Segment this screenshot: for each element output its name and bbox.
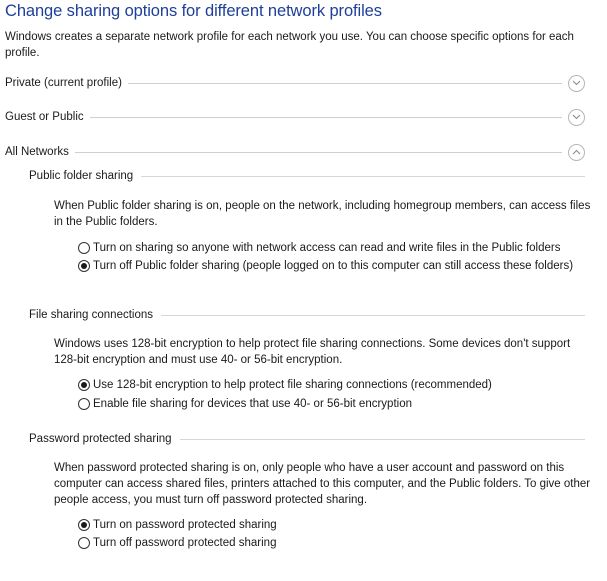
divider — [90, 117, 562, 118]
section-title: Password protected sharing — [29, 433, 172, 445]
radio-label: Turn on sharing so anyone with network access can read and write files in the Public folders — [93, 242, 561, 254]
profile-private[interactable] — [5, 73, 585, 93]
divider — [180, 439, 585, 440]
chevron-up-icon — [572, 149, 581, 155]
page-description: Windows creates a separate network profile for each network you use. You can choose specific options for each profile. — [5, 31, 574, 59]
expand-button[interactable] — [568, 75, 585, 92]
page-title: Change sharing options for different network profiles — [5, 2, 382, 20]
radio-label: Turn off password protected sharing — [93, 537, 277, 549]
radio-label: Enable file sharing for devices that use 40- or 56-bit encryption — [93, 398, 412, 410]
section-title: File sharing connections — [29, 309, 154, 321]
radio-label: Turn on password protected sharing — [93, 519, 277, 531]
divider — [128, 83, 562, 84]
radio-public-sharing-on[interactable] — [78, 240, 593, 256]
radio-password-sharing-off[interactable] — [78, 535, 593, 551]
profile-label: Guest or Public — [5, 111, 84, 123]
radio-button[interactable] — [78, 242, 90, 254]
profile-label: Private (current profile) — [5, 77, 122, 89]
radio-button[interactable] — [78, 537, 90, 549]
chevron-down-icon — [572, 114, 581, 120]
radio-label: Use 128-bit encryption to help protect file sharing connections (recommended) — [93, 379, 492, 391]
radio-40-56-bit-encryption[interactable] — [78, 396, 593, 412]
radio-password-sharing-on[interactable] — [78, 517, 593, 533]
radio-button[interactable] — [78, 519, 90, 531]
divider — [75, 152, 562, 153]
profile-label: All Networks — [5, 146, 69, 158]
section-description: When Public folder sharing is on, people on the network, including homegroup members, can access files in the Public folders. — [54, 200, 591, 228]
radio-128-bit-encryption[interactable] — [78, 377, 593, 393]
radio-label: Turn off Public folder sharing (people logged on to this computer can still access these folders) — [93, 260, 574, 272]
radio-button[interactable] — [78, 260, 90, 272]
section-description: When password protected sharing is on, only people who have a user account and password on this computer can access shared files, printers attached to this computer, and the Public folders. To give other people access, you must turn off password protected sharing. — [54, 462, 591, 506]
section-password-protected-sharing-header — [29, 431, 585, 447]
section-title: Public folder sharing — [29, 170, 134, 182]
section-public-folder-sharing-header — [29, 168, 585, 184]
chevron-down-icon — [572, 80, 581, 86]
profile-all-networks[interactable] — [5, 142, 585, 162]
divider — [161, 315, 585, 316]
divider — [141, 176, 585, 177]
radio-button[interactable] — [78, 379, 90, 391]
section-file-sharing-connections-header — [29, 307, 585, 323]
section-description: Windows uses 128-bit encryption to help protect file sharing connections. Some devices don't support 128-bit encryption and must use 40- or 56-bit encryption. — [54, 338, 571, 366]
collapse-button[interactable] — [568, 144, 585, 161]
radio-public-sharing-off[interactable] — [78, 258, 593, 274]
expand-button[interactable] — [568, 109, 585, 126]
radio-button[interactable] — [78, 398, 90, 410]
profile-guest-public[interactable] — [5, 107, 585, 127]
